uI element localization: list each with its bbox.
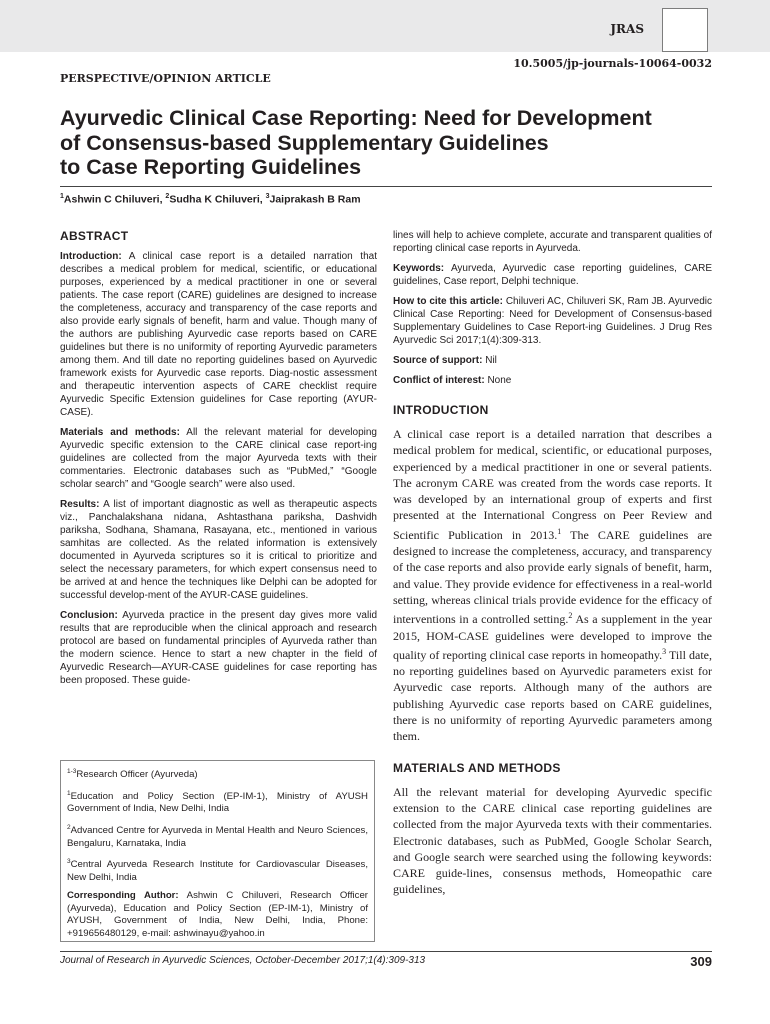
intro-text-3: As a supplement in the year 2015, HOM-CASE guidelines were developed to improve the quality of reporting clinical case reports in homeopathy. (393, 612, 712, 662)
conclusion-text: Ayurveda practice in the present day gives more valid results that are reproducible when the clinical approach and research protocol are based on fundamental principles of Ayurveda rather than the modern science. Hence to start a new chapter in the field of Ayurvedic Research—AYUR-CASE guidelines for case reporting has been proposed. These guide- (60, 610, 377, 686)
abstract-column (60, 229, 377, 694)
methods-text: All the relevant material for developing Ayurvedic specific extension to the CARE clinical case report-ing guidelines are collected from the major Ayurveda texts with their commentaries. Electronic databases such as “PubMed,” “Google scholar search” and “Google search” were also used. (60, 427, 377, 490)
author-3: Jaiprakash B Ram (269, 193, 361, 206)
affiliation-2 (67, 822, 368, 850)
support-text: Nil (482, 355, 497, 366)
footer-journal-citation: Journal of Research in Ayurvedic Sciences, October-December 2017;1(4):309-313 (60, 955, 426, 966)
reference-1[interactable]: 1 (557, 526, 562, 536)
journal-logo-box (662, 8, 708, 52)
affiliation-3-sup: 3 (67, 858, 71, 866)
affiliation-2-text: Advanced Centre for Ayurveda in Mental Health and Neuro Sciences, Bengaluru, Karnataka, India (67, 825, 368, 849)
journal-abbreviation: JRAS (610, 22, 644, 36)
affiliation-3 (67, 856, 368, 884)
author-list (60, 193, 361, 206)
doi[interactable]: 10.5005/jp-journals-10064-0032 (513, 57, 712, 70)
affiliation-1-text: Education and Policy Section (EP-IM-1), Ministry of AYUSH Government of India, New Delhi, India (67, 790, 368, 815)
abstract-methods (60, 426, 377, 491)
keywords-label: Keywords: (393, 263, 445, 274)
reference-3[interactable]: 3 (662, 646, 667, 656)
title-line-1: Ayurvedic Clinical Case Reporting: Need for Development (60, 106, 652, 130)
abstract-conclusion (60, 609, 377, 687)
source-of-support (393, 354, 712, 367)
affiliation-2-sup: 2 (67, 823, 71, 831)
citation-label: How to cite this article: (393, 296, 503, 307)
affiliation-role (67, 766, 368, 782)
article-title (60, 106, 740, 180)
results-text: A list of important diagnostic as well as therapeutic aspects viz., Panchalakshana nidana, Ashtasthana pariksha, Dashvidh pariksha, Sodhana, Shamana, Rasayana, etc., mentioned in various samhitas are collected. As the related information is extensively documented in Ayurveda scriptures so it is critical to prioritize and select the necessary parameters, for which expert consensus need to be arrived at and hence the techniques like Delphi can be adopted for successful develop-ment of the AYUR-CASE guidelines. (60, 499, 377, 601)
citation-text: Chiluveri AC, Chiluveri SK, Ram JB. Ayurvedic Clinical Case Reporting: Need for Development of Consensus-based Supplementary Guidelines to Case Report-ing Guidelines. J Drug Res Ayurvedic Sci 2017;1(4):309-313. (393, 296, 712, 346)
abstract-conclusion-continued: lines will help to achieve complete, accurate and transparent qualities of reporting clinical case reports in Ayurveda. (393, 230, 712, 254)
intro-text-1: A clinical case report is a detailed narration that describes a medical problem for medical, scientific, or educational purposes, experienced by a medical practitioner in one or several patients. The acronym CARE was created from the words case reports. It was developed by an international group of experts and first presented at the International Congress on Peer Review and Scientific Publication in 2013. (393, 427, 712, 542)
keywords (393, 262, 712, 288)
results-label: Results: (60, 499, 100, 510)
affiliation-1 (67, 788, 368, 816)
affiliation-3-text: Central Ayurveda Research Institute for Cardiovascular Diseases, New Delhi, India (67, 859, 368, 883)
introduction-heading: INTRODUCTION (393, 403, 489, 417)
methods-paragraph: All the relevant material for developing Ayurvedic specific extension to the CARE clinical case reporting guidelines are collected from the major Ayurveda texts with their commentaries. Electronic databases, such as PubMed, Google Scholar Search, and Google search were searched using the following keywords: CARE guide-lines, consensus methods, Homeopathic care guidelines, (393, 784, 712, 897)
title-line-2: of Consensus-based Supplementary Guidelines (60, 130, 549, 155)
author-1: Ashwin C Chiluveri, (63, 193, 166, 206)
abstract-heading: ABSTRACT (60, 229, 129, 243)
title-divider (60, 186, 712, 187)
abstract-results (60, 498, 377, 602)
conflict-label: Conflict of interest: (393, 375, 485, 386)
abstract-introduction (60, 250, 377, 419)
author-1-affiliation: 1 (60, 193, 64, 200)
corresponding-author-label: Corresponding Author: (67, 890, 179, 902)
intro-text: A clinical case report is a detailed narration that describes a medical problem for medical, scientific, or educational purposes, experienced by a medical practitioner in one or several patients. The case report (CARE) guidelines are designed to increase the completeness, accuracy and transparency of the case reports and also provide early signals of benefit, harm and value. Though many of the authors are publishing Ayurvedic case reports based on CARE guidelines but there is no uniformity of reporting Ayurvedic parameters among them. And till date no reporting guidelines based on Ayurvedic framework exists for Ayurvedic case reports. Diag-nostic assessment and therapeutic intervention aspects of CARE checklist require Ayurvedic Specific Extension guidelines for Case reporting (AYUR-CASE). (60, 251, 377, 418)
support-label: Source of support: (393, 355, 483, 366)
author-2-affiliation: 2 (165, 193, 170, 200)
affiliations-box (60, 760, 375, 942)
keywords-text: Ayurveda, Ayurvedic case reporting guidelines, CARE guidelines, Case report, Delphi technique. (393, 263, 712, 287)
introduction-paragraph (393, 426, 712, 745)
page-number: 309 (690, 954, 712, 969)
intro-label: Introduction: (60, 251, 122, 262)
author-3-affiliation: 3 (265, 193, 270, 200)
methods-label: Materials and methods: (60, 427, 180, 438)
title-line-3: to Case Reporting Guidelines (60, 155, 362, 179)
article-type: PERSPECTIVE/OPINION ARTICLE (60, 72, 271, 85)
methods-heading: MATERIALS AND METHODS (393, 760, 561, 775)
reference-2[interactable]: 2 (568, 611, 573, 621)
affiliation-1-sup: 1 (67, 789, 71, 797)
conflict-text: None (484, 375, 512, 386)
author-2: Sudha K Chiluveri, (169, 193, 266, 206)
corresponding-author (67, 890, 368, 940)
affiliation-role-text: Research Officer (Ayurveda) (76, 769, 198, 781)
citation (393, 295, 712, 347)
conflict-of-interest (393, 374, 712, 387)
conclusion-label: Conclusion: (60, 610, 118, 621)
intro-text-2: The CARE guidelines are designed to increase the completeness, accuracy, and transparency of the case reports and also provide early signals of benefit, harm, and value. They provide evidence for effectiveness in a real-world setting, whereas clinical trials provide evidence for the efficacy of interventions in a controlled setting. (393, 527, 713, 627)
affiliation-role-sup: 1-3 (67, 768, 77, 775)
header-band (0, 0, 770, 52)
footer-divider (60, 951, 712, 952)
right-column (393, 229, 712, 898)
corresponding-author-text: Ashwin C Chiluveri, Research Officer (Ayurveda), Education and Policy Section (EP-IM-1), Ministry of AYUSH, Government of India, New Delhi, India, Phone: +919656480129, e-mail: ashwinayu@yahoo.in (67, 890, 368, 939)
intro-text-4: Till date, no reporting guidelines based on Ayurvedic parameters exist for Ayurvedic case reports. Although many of the authors are publishing Ayurvedic case reports based on CARE guidelines, there is no uniformity of reporting Ayurvedic parameters among them. (393, 647, 712, 744)
